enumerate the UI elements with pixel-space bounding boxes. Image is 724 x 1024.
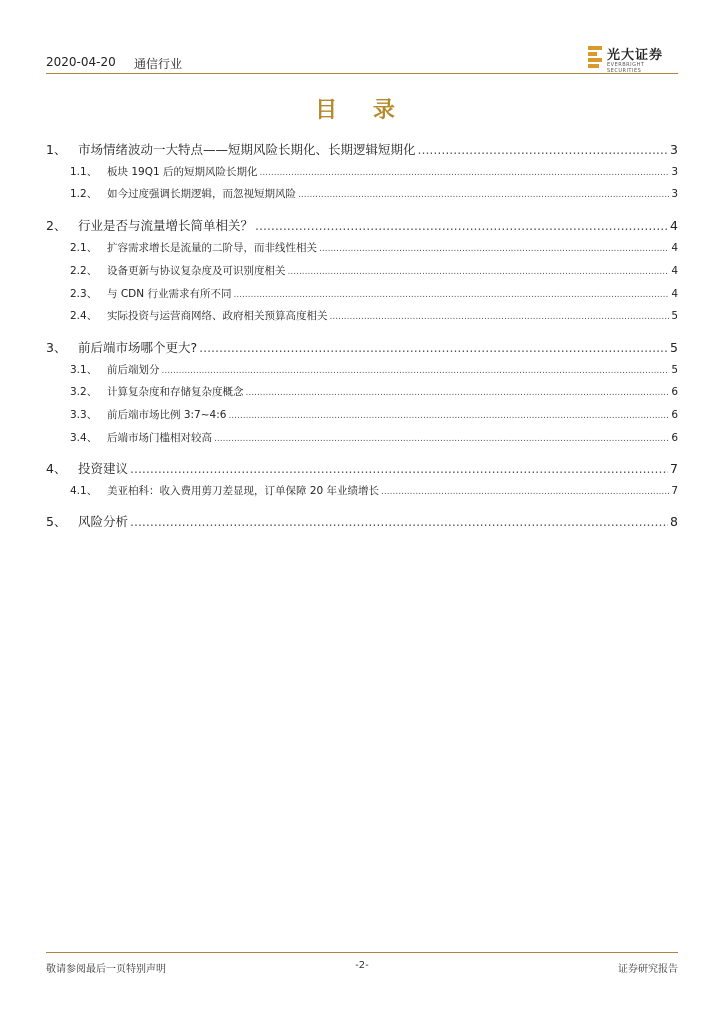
toc-entry-number: 4、 — [46, 461, 67, 476]
footer-disclaimer: 敬请参阅最后一页特别声明 — [46, 964, 166, 975]
toc-entry[interactable] — [46, 430, 678, 445]
toc-entry-page: 4 — [671, 265, 678, 277]
logo-text-en: EVERBRIGHT SECURITIES — [607, 62, 645, 74]
toc-leader-dots — [228, 411, 669, 421]
toc-title: 目 录 — [315, 97, 409, 123]
toc-entry-label: 前后端市场比例 3:7~4:6 — [107, 409, 227, 421]
toc-entry-label: 计算复杂度和存储复杂度概念 — [107, 386, 244, 398]
toc-entry[interactable] — [46, 164, 678, 179]
toc-leader-dots — [233, 290, 669, 300]
toc-entry-number: 2.2、 — [70, 265, 98, 277]
toc-leader-dots — [246, 388, 670, 398]
toc-entry[interactable] — [46, 286, 678, 301]
toc-entry-number: 2.4、 — [70, 310, 98, 322]
toc-entry-number: 1.2、 — [70, 188, 98, 200]
toc-entry-page: 5 — [670, 340, 678, 355]
page-header — [46, 44, 678, 74]
toc-entry[interactable] — [46, 459, 678, 477]
toc-entry[interactable] — [46, 140, 678, 158]
toc-entry-page: 4 — [670, 218, 678, 233]
toc-leader-dots — [330, 312, 670, 322]
page-number: -2- — [355, 960, 369, 971]
toc-entry-label: 板块 19Q1 后的短期风险长期化 — [107, 166, 258, 178]
footer-divider — [46, 952, 678, 953]
toc-entry-page: 3 — [670, 142, 678, 157]
toc-entry-number: 5、 — [46, 514, 67, 529]
toc-entry[interactable] — [46, 308, 678, 323]
toc-entry-number: 3、 — [46, 340, 67, 355]
toc-entry-label: 实际投资与运营商网络、政府相关预算高度相关 — [107, 310, 328, 322]
toc-leader-dots — [381, 487, 669, 497]
toc-entry-label: 市场情绪波动一大特点——短期风险长期化、长期逻辑短期化 — [78, 142, 416, 157]
footer-report-type: 证券研究报告 — [618, 964, 678, 975]
toc-entry-number: 3.1、 — [70, 364, 98, 376]
toc-entry-page: 7 — [670, 461, 678, 476]
toc-leader-dots — [319, 244, 669, 254]
toc-entry-number: 1.1、 — [70, 166, 98, 178]
toc-entry-number: 3.2、 — [70, 386, 98, 398]
toc-entry-page: 4 — [671, 242, 678, 254]
toc-leader-dots — [162, 366, 670, 376]
toc-entry-label: 与 CDN 行业需求有所不同 — [107, 288, 232, 300]
logo-text-cn: 光大证券 — [607, 48, 664, 63]
toc-entry-page: 4 — [671, 288, 678, 300]
toc-entry-page: 5 — [671, 364, 678, 376]
toc-entry[interactable] — [46, 512, 678, 530]
toc-entry-page: 3 — [671, 166, 678, 178]
toc-entry-number: 4.1、 — [70, 485, 98, 497]
toc-leader-dots — [199, 340, 668, 355]
toc-entry-page: 8 — [670, 514, 678, 529]
toc-entry[interactable] — [46, 362, 678, 377]
toc-entry[interactable] — [46, 263, 678, 278]
toc-entry-label: 美亚柏科：收入费用剪刀差显现，订单保障 20 年业绩增长 — [107, 485, 380, 497]
toc-entry-number: 2.3、 — [70, 288, 98, 300]
toc-entry-page: 7 — [671, 485, 678, 497]
company-logo — [588, 44, 678, 72]
toc-leader-dots — [288, 267, 670, 277]
toc-entry[interactable] — [46, 338, 678, 356]
header-divider — [46, 73, 678, 74]
toc-leader-dots — [418, 142, 669, 157]
toc-entry[interactable] — [46, 240, 678, 255]
toc-leader-dots — [130, 461, 668, 476]
toc-entry-page: 3 — [671, 188, 678, 200]
toc-entry-label: 扩容需求增长是流量的二阶导，而非线性相关 — [107, 242, 317, 254]
toc-entry-page: 6 — [671, 386, 678, 398]
toc-entry-page: 6 — [671, 409, 678, 421]
toc-entry-label: 后端市场门槛相对较高 — [107, 432, 212, 444]
toc-leader-dots — [255, 218, 668, 233]
toc-entry[interactable] — [46, 407, 678, 422]
report-sector: 通信行业 — [134, 57, 183, 71]
toc-entry-page: 5 — [671, 310, 678, 322]
toc-leader-dots — [214, 434, 669, 444]
toc-entry-label: 设备更新与协议复杂度及可识别度相关 — [107, 265, 286, 277]
toc-entry[interactable] — [46, 186, 678, 201]
toc-entry-label: 前后端市场哪个更大? — [78, 340, 198, 355]
toc-entry[interactable] — [46, 483, 678, 498]
toc-entry-label: 投资建议 — [78, 461, 129, 476]
toc-entry-page: 6 — [671, 432, 678, 444]
toc-leader-dots — [298, 190, 669, 200]
toc-entry[interactable] — [46, 384, 678, 399]
toc-entry[interactable] — [46, 216, 678, 234]
toc-leader-dots — [259, 168, 669, 178]
toc-entry-label: 如今过度强调长期逻辑，而忽视短期风险 — [107, 188, 296, 200]
toc-entry-label: 风险分析 — [78, 514, 129, 529]
toc-entry-number: 3.4、 — [70, 432, 98, 444]
report-date: 2020-04-20 — [46, 55, 116, 69]
toc-entry-label: 前后端划分 — [107, 364, 160, 376]
toc-entry-number: 3.3、 — [70, 409, 98, 421]
toc-entry-number: 2.1、 — [70, 242, 98, 254]
toc-entry-number: 2、 — [46, 218, 67, 233]
logo-mark-icon — [588, 46, 602, 68]
toc-leader-dots — [130, 514, 668, 529]
toc-entry-number: 1、 — [46, 142, 67, 157]
toc-entry-label: 行业是否与流量增长简单相关？ — [78, 218, 254, 233]
